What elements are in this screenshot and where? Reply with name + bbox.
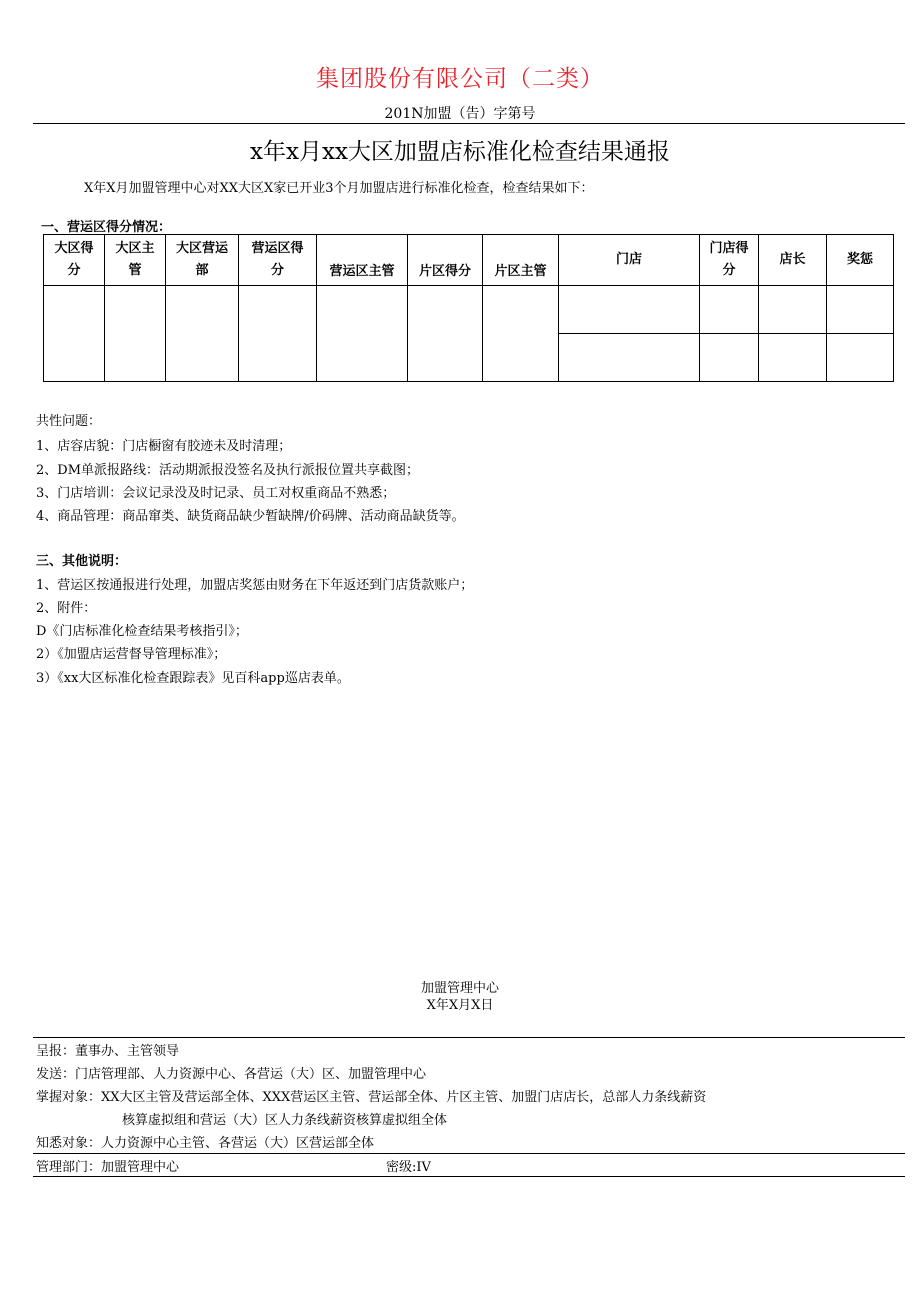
footer-send-to: 发送：门店管理部、人力资源中心、各营运（大）区、加盟管理中心 — [36, 1067, 427, 1082]
table-cell — [827, 334, 894, 382]
note-item: 1、营运区按通报进行处理，加盟店奖惩由财务在下年返还到门店货款账户； — [36, 578, 474, 593]
note-item: D《门店标准化检查结果考核指引》； — [36, 624, 248, 639]
company-name: 集团股份有限公司（二类） — [316, 66, 604, 92]
document-title: x年x月xx大区加盟店标准化检查结果通报 — [250, 139, 670, 165]
col-header-region-manager: 大区主 管 — [105, 235, 166, 286]
footer-grasp-objects: 掌握对象：XX大区主管及营运部全体、XXX营运区主管、营运部全体、片区主管、加盟门店店长，总部人力条线薪资 — [36, 1090, 707, 1105]
col-header-opsarea-score: 营运区得 分 — [239, 235, 317, 286]
section1-heading: 一、营运区得分情况： — [41, 220, 172, 235]
table-header-row — [44, 235, 894, 286]
footer-inform-objects: 知悉对象：人力资源中心主管、各营运（大）区营运部全体 — [36, 1136, 375, 1151]
section3-heading: 三、其他说明： — [36, 554, 128, 569]
table-cell — [483, 286, 559, 382]
table-cell — [317, 286, 408, 382]
signature-date: X年X月X日 — [426, 998, 494, 1013]
col-header-district-score: 片区得分 — [408, 235, 483, 286]
table-cell — [239, 286, 317, 382]
table-cell — [559, 334, 700, 382]
table-cell — [408, 286, 483, 382]
table-cell — [559, 286, 700, 334]
issues-heading: 共性问题： — [36, 414, 102, 429]
col-header-region-score: 大区得 分 — [44, 235, 105, 286]
issue-item: 3、门店培训：会议记录没及时记录、员工对权重商品不熟悉； — [36, 486, 396, 501]
col-header-store: 门店 — [559, 235, 700, 286]
signature-org: 加盟管理中心 — [420, 981, 499, 996]
issue-item: 4、商品管理：商品窜类、缺货商品缺少暂缺牌/价码牌、活动商品缺货等。 — [36, 509, 465, 524]
col-header-region-ops: 大区营运 部 — [166, 235, 239, 286]
document-number: 201N加盟（告）字第号 — [384, 106, 536, 122]
footer-grasp-objects-cont: 核算虚拟组和营运（大）区人力条线薪资核算虚拟组全体 — [122, 1113, 448, 1128]
table-cell — [827, 286, 894, 334]
table-cell — [759, 286, 827, 334]
table-cell — [700, 286, 759, 334]
note-item: 2、附件： — [36, 601, 97, 616]
score-table — [43, 234, 894, 382]
footer-report-to: 呈报：董事办、主管领导 — [36, 1044, 180, 1059]
note-item: 2）《加盟店运营督导管理标准》； — [36, 647, 227, 662]
table-cell — [44, 286, 105, 382]
footer-bottom-divider — [33, 1176, 905, 1177]
table-cell — [700, 334, 759, 382]
footer-managing-dept: 管理部门：加盟管理中心 — [36, 1160, 180, 1175]
table-row — [44, 286, 894, 334]
header-divider — [33, 123, 905, 124]
issue-item: 2、DM单派报路线：活动期派报没签名及执行派报位置共享截图； — [36, 463, 420, 478]
col-header-store-score: 门店得 分 — [700, 235, 759, 286]
col-header-reward-penalty: 奖惩 — [827, 235, 894, 286]
table-cell — [166, 286, 239, 382]
table-cell — [105, 286, 166, 382]
footer-divider — [33, 1153, 905, 1154]
col-header-district-manager: 片区主管 — [483, 235, 559, 286]
issue-item: 1、店容店貌：门店橱窗有胶迹未及时清理； — [36, 439, 292, 454]
intro-paragraph: X年X月加盟管理中心对XX大区X家已开业3个月加盟店进行标准化检查，检查结果如下： — [84, 181, 594, 196]
table-cell — [759, 334, 827, 382]
footer-top-divider — [33, 1037, 905, 1038]
footer-secret-level: 密级:IV — [386, 1160, 431, 1175]
col-header-store-manager: 店长 — [759, 235, 827, 286]
note-item: 3）《xx大区标准化检查跟踪表》见百科app巡店表单。 — [36, 671, 350, 686]
col-header-opsarea-manager: 营运区主管 — [317, 235, 408, 286]
